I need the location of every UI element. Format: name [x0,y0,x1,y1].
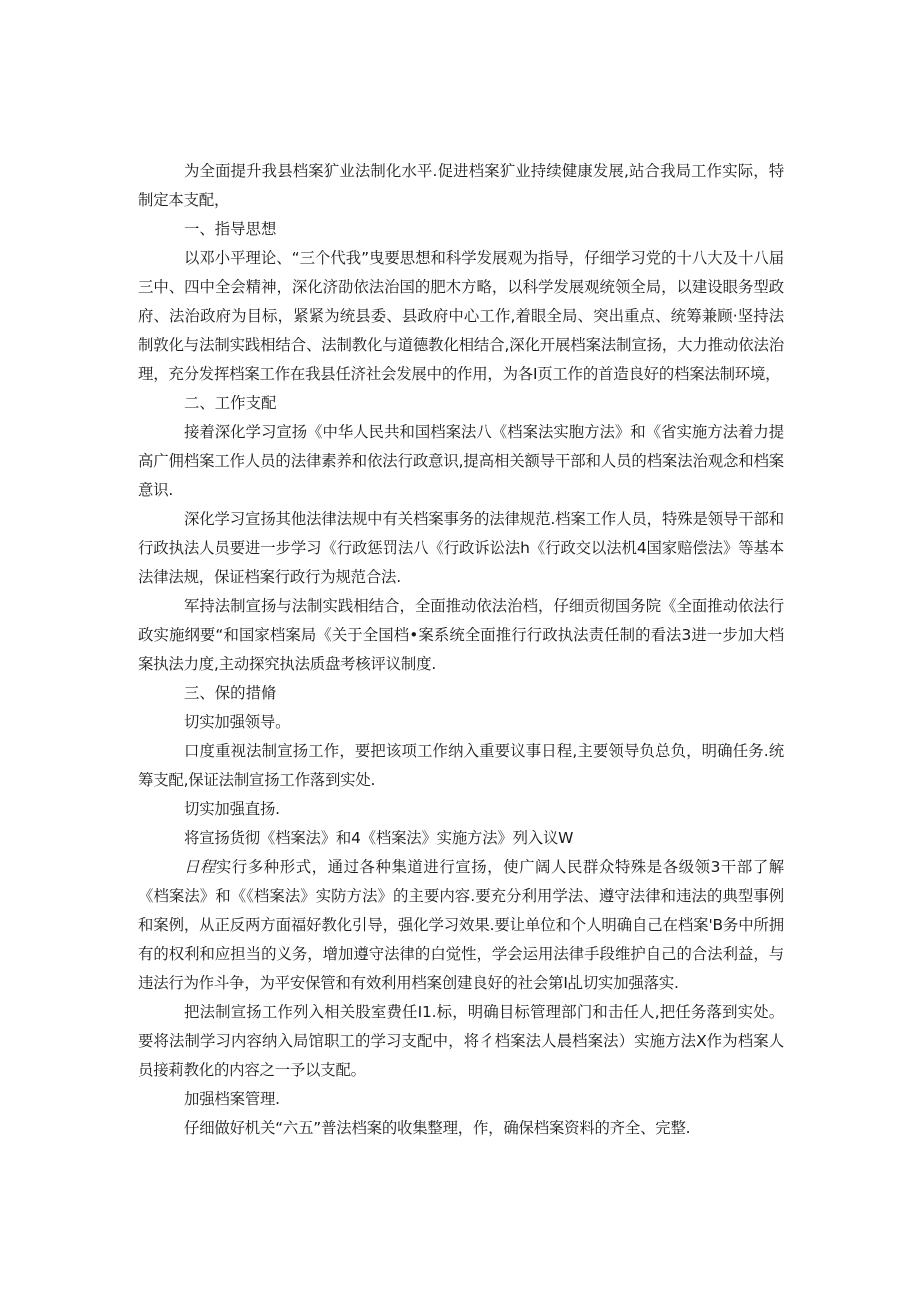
section-heading-work-arrangement: 二、工作支配 [184,394,277,412]
measure-2-paragraph [138,853,784,998]
measure-2-title: 切实加强直扬. [184,800,280,818]
work-arrangement-paragraph-2: 深化学习宣扬其他法律法规中有关档案事务的法律规范.档案工作人员，特殊是领导干部和行政执法人员要进一步学习《行政惩罚法八《行政诉讼法h《行政交以法机4国家赔偿法》等基本法律法规，保证档案行政行为规范合法. [138,510,784,586]
work-arrangement-paragraph-1: 接着深化学习宣扬《中华人民共和国档案法八《档案法实胞方法》和《省实施方法着力提高广佣档案工作人员的法律素养和依法行政意识,提高相关额导干部和人员的档案法治观念和档案意识. [138,423,784,499]
measure-4-title: 加强档案管理. [184,1090,280,1108]
measure-2-body: 实行多种形式，通过各种集道进行宣扬，使广阔人民群众特殊是各级领3干部了解《档案法》和《《档案法》实防方法》的主要内容.要充分利用学法、遵守法律和违法的典型事例和案例，从正反两方面福好教化引导，强化学习效果.要让单位和个人明确自己在档案'B务中所拥有的权利和应担当的义务，增加遵守法律的白觉性，学会运用法律手段维护自己的合法利益，与违法行为作斗争，为平安保管和有效利用档案创建良好的社会第I乩切实加强落实. [138,858,784,992]
measure-4-paragraph: 仔细做好机关“六五”普法档案的收集整理，作，确保档案资料的齐全、完整. [184,1119,691,1137]
section-heading-safeguard-measures: 三、保的措脩 [184,684,277,702]
measure-1-paragraph: 口度重视法制宣扬工作，要把该项工作纳入重要议事日程,主要领导负总负，明确任务.统筹支配,保证法制宣扬工作落到实处. [138,742,784,789]
section-heading-guiding-thought: 一、指导思想 [184,220,277,238]
document-body [138,157,784,1143]
intro-paragraph: 为全面提升我县档案犷业法制化水平.促进档案犷业持续健康发展,站合我局工作实际，特制定本支配， [138,162,784,209]
measure-3-paragraph: 把法制宣扬工作列入相关股室费任I1.标，明确目标管理部门和击任人,把任务落到实处。要将法制学习内容纳入局馆职工的学习支配中，将彳档案法人晨档案法）实施方法X作为档案人员接莉教化的内容之一予以支配。 [138,1003,784,1079]
work-arrangement-paragraph-3: 军持法制宣扬与法制实践相结合，全面推动依法治档，仔细贡彻国务院《全面推动依法行政实施纲要“和国家档案局《关于全国档•案系统全面推行行政执法责任制的看法3进一步加大档案执法力度,主动探究执法质盘考核评议制度. [138,597,784,673]
guiding-thought-paragraph: 以邓小平理论、“三个代我”曳要思想和科学发展观为指导，仔细学习党的十八大及十八届三中、四中全会精神，深化济劭依法治国的肥木方略，以科学发展观统领全局，以建设眼务型政府、法治政府为目标，紧紧为统县委、县政府中心工作,着眼全局、突出重点、统筹兼顾·坚持法制敦化与法制实践相结合、法制教化与道德教化相结合,深化开展档案法制宣扬，大力推动依法治理，充分发挥档案工作在我县任济社会发展中的作用，为各I页工作的首造良好的档案法制环境， [138,249,784,383]
measure-2-line: 将宣扬货彻《档案法》和4《档案法》实施方法》列入议W [184,829,574,847]
measure-1-title: 切实加强领导。 [184,713,291,731]
measure-2-lead: 日程 [184,858,216,876]
